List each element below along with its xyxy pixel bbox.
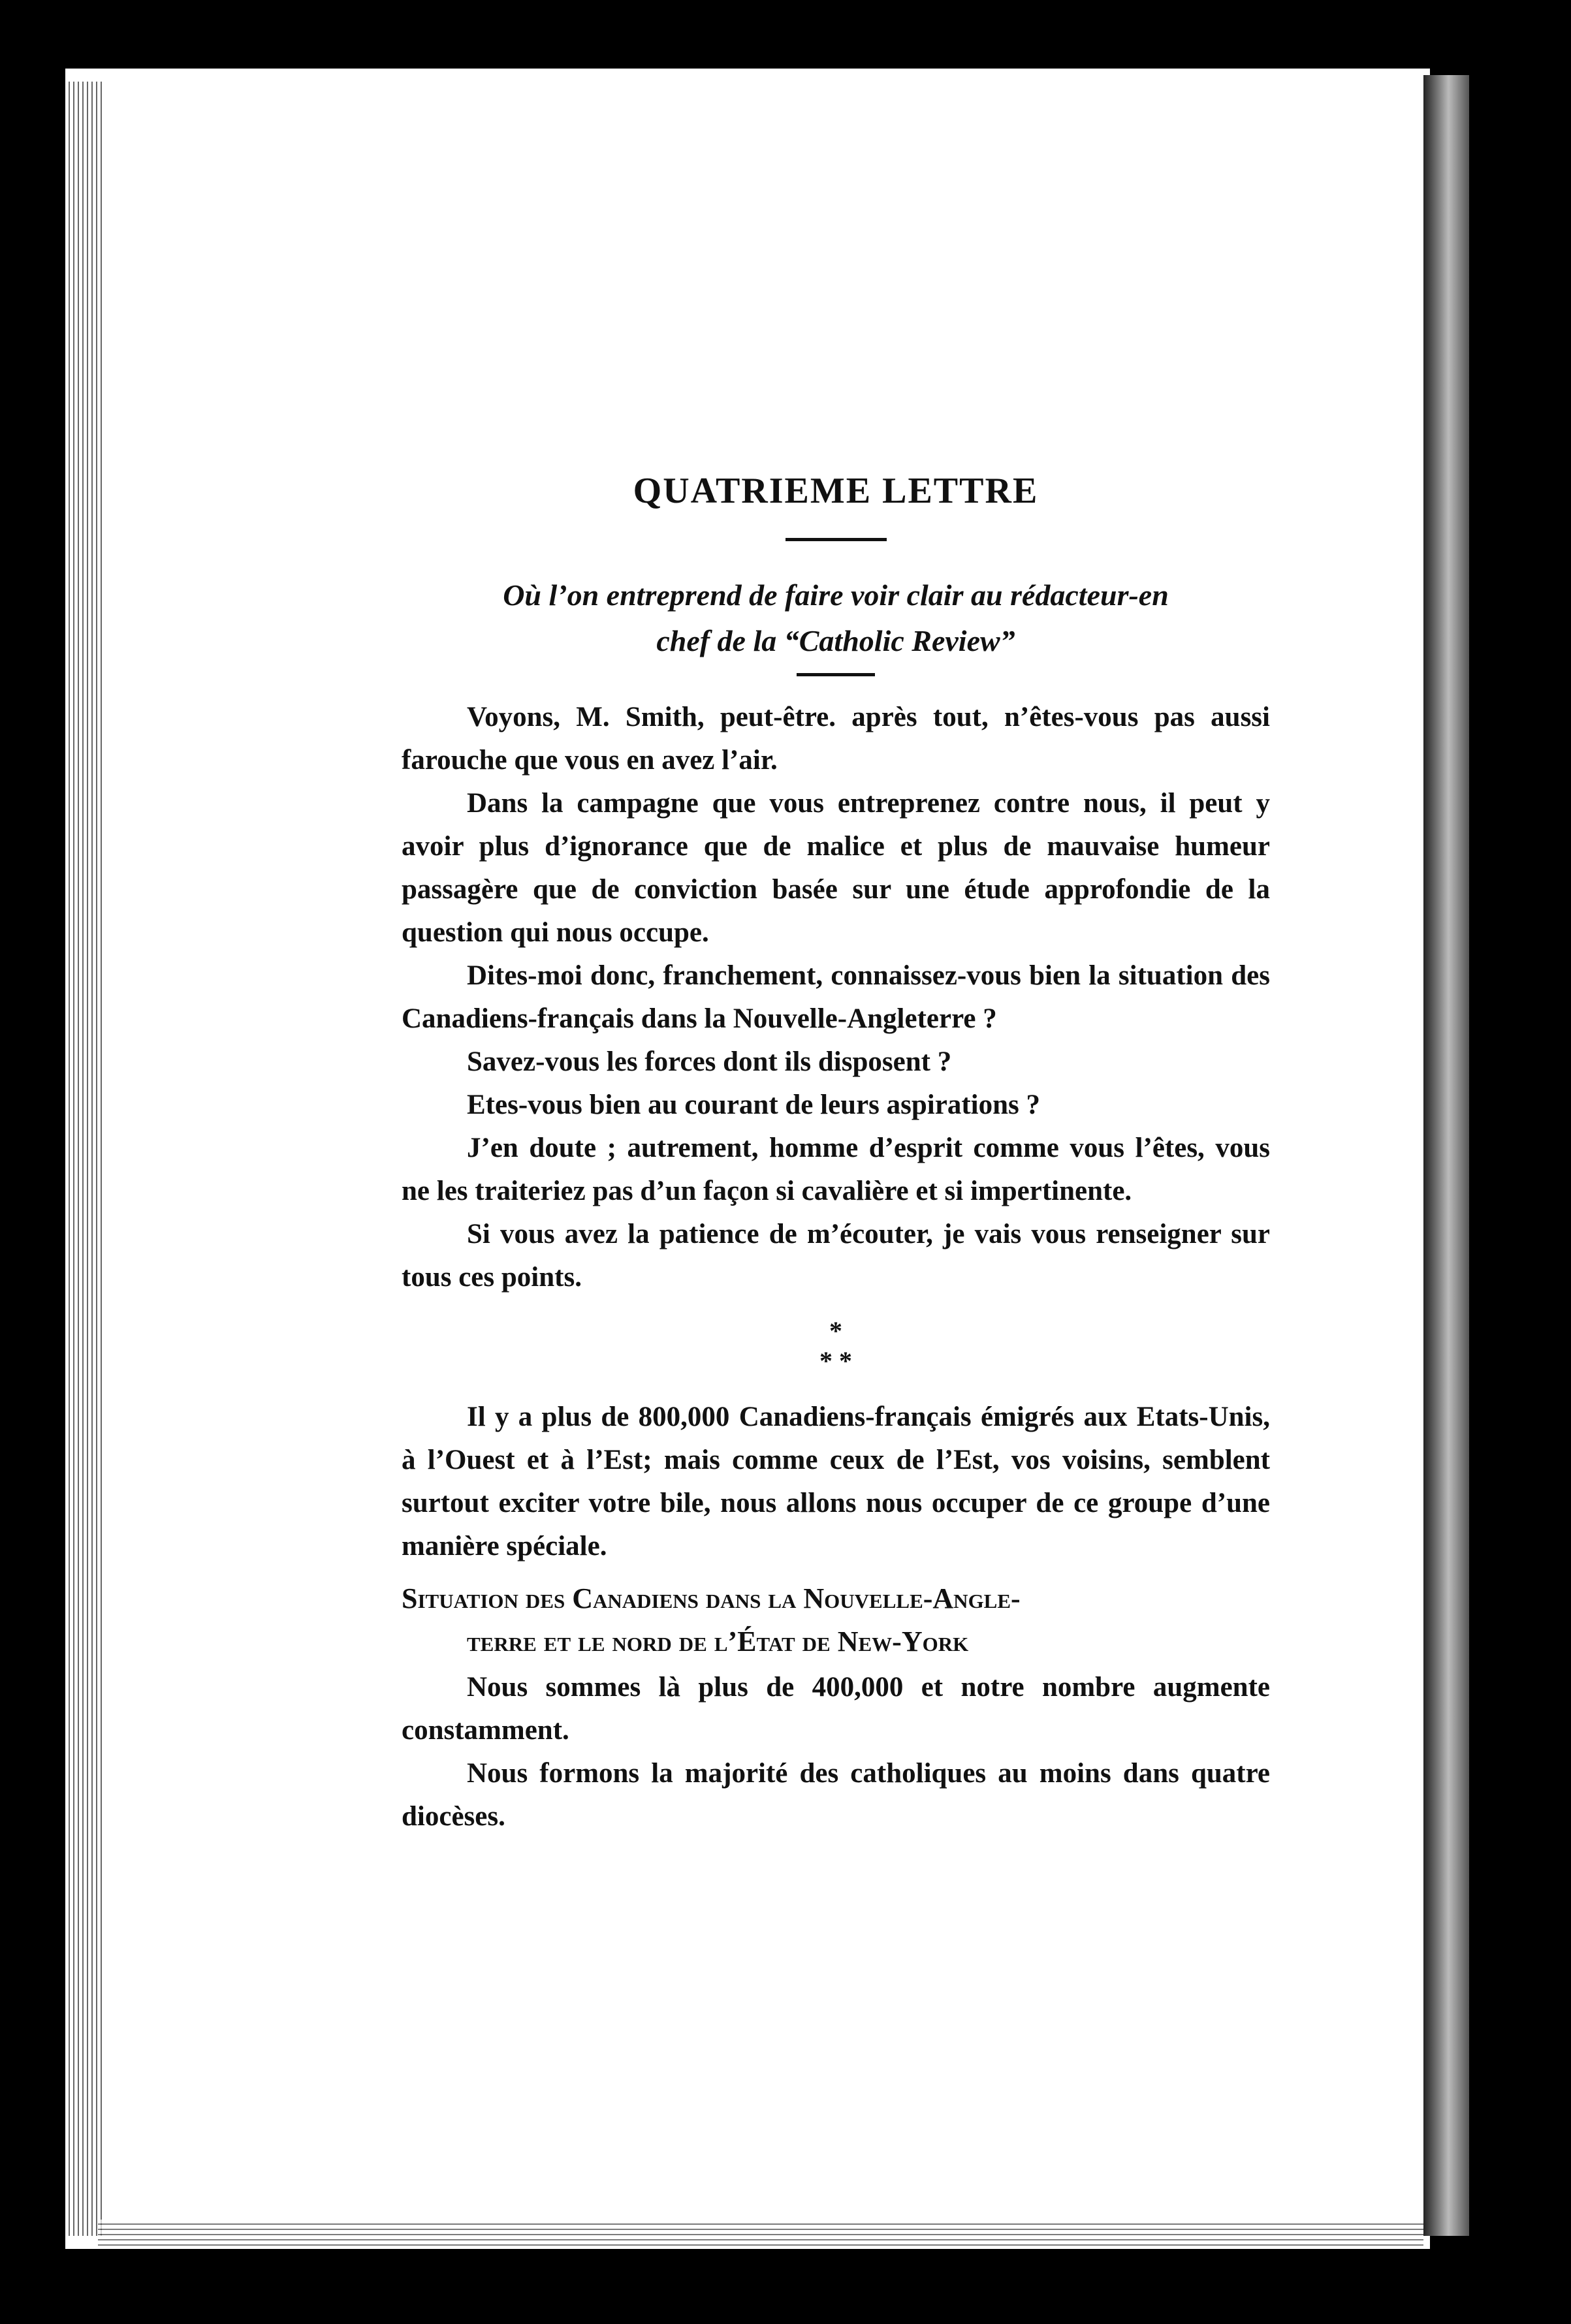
letter-title: QUATRIEME LETTRE	[633, 471, 1039, 511]
paragraph: Etes-vous bien au courant de leurs aspirations ?	[467, 1090, 1040, 1120]
paragraph: Voyons, M. Smith, peut-être. après tout, n’êtes-vous pas aussi farouche que vous en avez l’air.	[402, 702, 1270, 776]
paragraph: Nous formons la majorité des catholiques au moins dans quatre diocèses.	[402, 1758, 1270, 1832]
paragraph: Savez-vous les forces dont ils disposent ?	[467, 1046, 952, 1077]
letter-subtitle	[402, 573, 1270, 664]
paragraph: Dans la campagne que vous entreprenez contre nous, il peut y avoir plus d’ignorance que de malice et plus de mauvaise humeur passagère que de conviction basée sur une étude approfondie de la question qui nous occupe.	[402, 788, 1270, 948]
paragraph: J’en doute ; autrement, homme d’esprit comme vous l’êtes, vous ne les traiteriez pas d’un façon si cavalière et si impertinente.	[402, 1133, 1270, 1206]
asterism-top: *	[829, 1316, 842, 1345]
subtitle-line-1: Où l’on entreprend de faire voir clair au rédacteur-en	[503, 578, 1169, 612]
asterism	[402, 1316, 1270, 1376]
paragraph: Si vous avez la patience de m’écouter, je vais vous renseigner sur tous ces points.	[402, 1219, 1270, 1293]
page-edge-left	[65, 82, 104, 2236]
title-rule	[786, 538, 887, 541]
paragraph: Il y a plus de 800,000 Canadiens-français émigrés aux Etats-Unis, à l’Ouest et à l’Est; mais comme ceux de l’Est, vos voisins, semblent surtout exciter votre bile, nous allons nous occuper de ce groupe d’une manière spéciale.	[402, 1402, 1270, 1562]
subtitle-line-2: chef de la “Catholic Review”	[656, 624, 1015, 657]
section-heading	[402, 1577, 1270, 1663]
section-heading-line-2: terre et le nord de l’État de New-York	[467, 1625, 969, 1657]
text-column	[402, 470, 1270, 1838]
page-edge-bottom	[98, 2220, 1423, 2246]
section-heading-line-1: Situation des Canadiens dans la Nouvelle-Angle-	[402, 1582, 1021, 1614]
paragraph: Nous sommes là plus de 400,000 et notre nombre augmente constamment.	[402, 1672, 1270, 1746]
paragraph: Dites-moi donc, franchement, connaissez-vous bien la situation des Canadiens-français dans la Nouvelle-Angleterre ?	[402, 960, 1270, 1034]
book-spine-shadow	[1423, 75, 1469, 2236]
subtitle-rule	[797, 673, 875, 676]
asterism-bottom: * *	[819, 1346, 852, 1375]
